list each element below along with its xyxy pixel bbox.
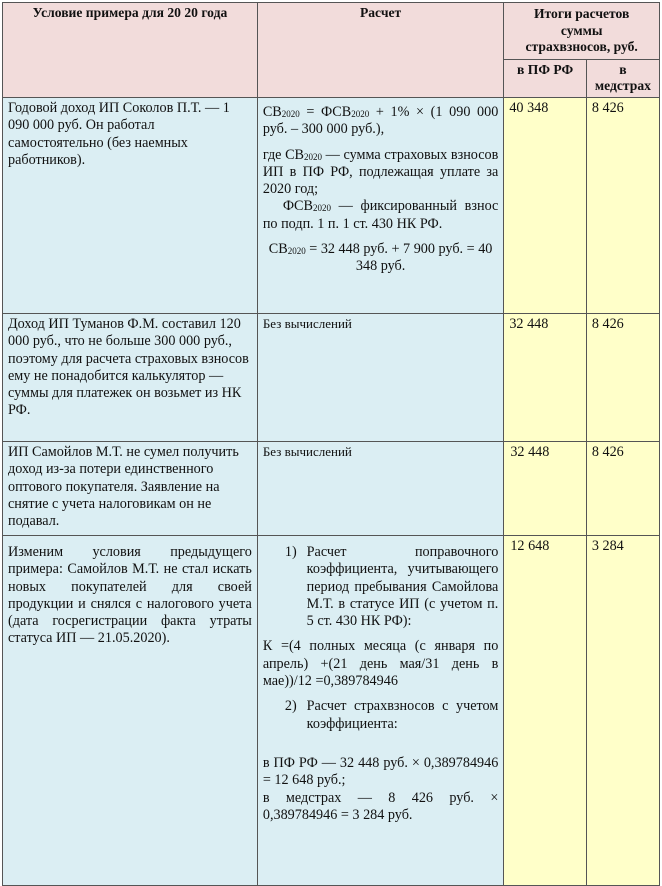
med-calc-line: в медстрах — 8 426 руб. × 0,389784946 = 3 284 руб.	[262, 789, 499, 823]
pf-total: 12 648	[504, 535, 587, 885]
condition-text: Изменим условия предыдущего примера: Самойлов М.Т. не стал искать новых покупателей для своей продукции и снялся с налогового учета (дата госрегистрации факта утраты статуса ИП — 21.05.2020).	[8, 543, 252, 647]
pf-total: 32 448	[504, 313, 587, 441]
pf-total: 40 348	[504, 97, 587, 313]
condition-cell	[3, 97, 258, 313]
condition-cell	[3, 535, 258, 885]
condition-cell	[3, 313, 258, 441]
k-formula: К =(4 полных месяца (с января по апрель) +(21 день мая/31 день в мае))/12 =0,389784946	[262, 638, 499, 690]
med-total: 3 284	[586, 535, 659, 885]
table-row	[3, 441, 660, 535]
formula-line: СВ2020 = ФСВ2020 + 1% × (1 090 000 руб. – 300 000 руб.),	[262, 103, 499, 138]
med-total: 8 426	[586, 441, 659, 535]
step-2: 2) Расчет страхвзносов с учетом коэффициента:	[284, 698, 499, 732]
header-pf: в ПФ РФ	[504, 59, 587, 97]
pf-total: 32 448	[504, 441, 587, 535]
table-row	[3, 97, 660, 313]
result-line: СВ2020 = 32 448 руб. + 7 900 руб. = 40 348 руб.	[268, 241, 493, 275]
header-condition: Условие примера для 20 20 года	[3, 3, 258, 98]
where-line-2: ФСВ2020 — фиксированный взнос по подп. 1 п. 1 ст. 430 НК РФ.	[262, 198, 499, 232]
calculation-cell: Без вычислений	[257, 313, 503, 441]
med-total: 8 426	[586, 97, 659, 313]
header-med: в медстрах	[586, 59, 659, 97]
step-1: 1) Расчет поправочного коэффициента, учитывающего период пребывания Самойлова М.Т. в статусе ИП (с учетом п. 5 ст. 430 НК РФ):	[284, 543, 499, 630]
condition-text: Годовой доход ИП Соколов П.Т. — 1 090 000 руб. Он работал самостоятельно (без наемных работников).	[8, 99, 230, 168]
condition-cell	[3, 441, 258, 535]
where-line-1: где СВ2020 — сумма страховых взносов ИП в ПФ РФ, подлежащая уплате за 2020 год;	[262, 146, 499, 198]
calculation-cell: Без вычислений	[257, 441, 503, 535]
med-total: 8 426	[586, 313, 659, 441]
insurance-contributions-table	[2, 2, 660, 886]
table-row	[3, 535, 660, 885]
header-calculation: Расчет	[257, 3, 503, 98]
calculation-cell	[257, 97, 503, 313]
table-row	[3, 313, 660, 441]
pf-calc-line: в ПФ РФ — 32 448 руб. × 0,389784946 = 12 648 руб.;	[262, 755, 499, 789]
header-totals: Итоги расчетов суммы страхвзносов, руб.	[504, 3, 660, 60]
condition-text: ИП Самойлов М.Т. не сумел получить доход из-за потери единственного оптового покупателя. Заявление на снятие с учета налоговикам он не подавал.	[8, 443, 239, 530]
calculation-cell	[257, 535, 503, 885]
condition-text: Доход ИП Туманов Ф.М. составил 120 000 руб., что не больше 300 000 руб., поэтому для расчета страховых взносов ему не понадобится калькулятор — суммы для платежек он возьмет из НК РФ.	[8, 315, 249, 419]
